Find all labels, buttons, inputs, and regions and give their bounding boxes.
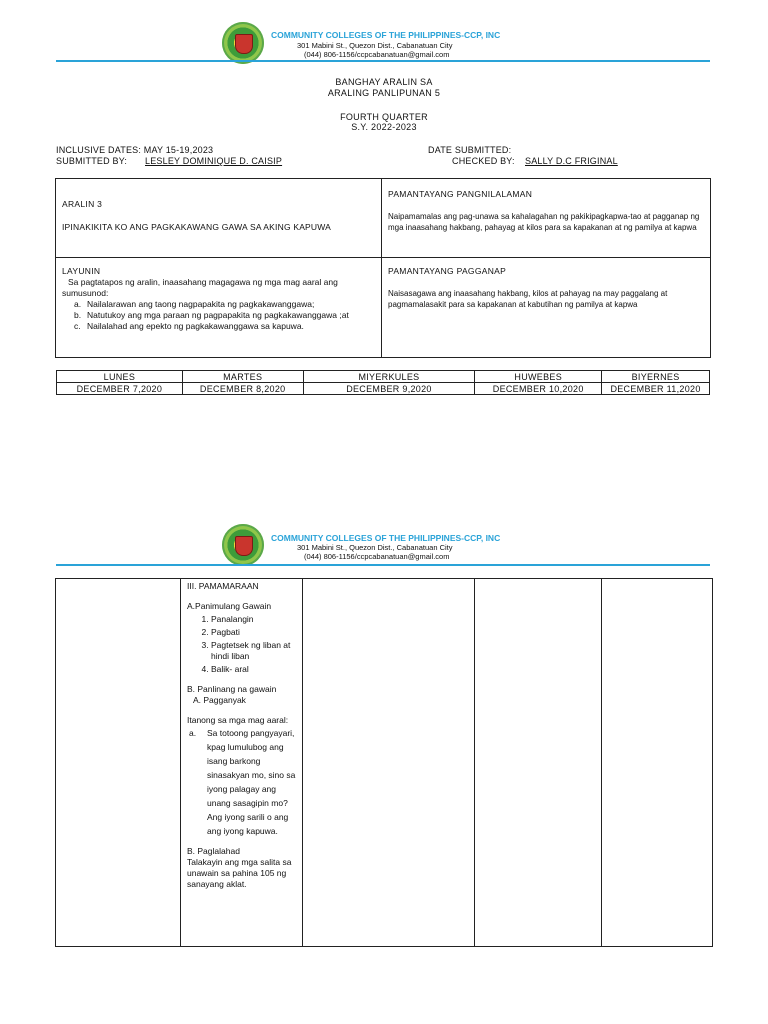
layunin-list: [74, 299, 364, 332]
day-cell: HUWEBES: [475, 371, 602, 383]
paglalahad-heading: B. Paglalahad: [187, 846, 240, 856]
panimulang-gawain-heading: A.Panimulang Gawain: [187, 601, 272, 611]
org-name: COMMUNITY COLLEGES OF THE PHILIPPINES-CCP, INC: [271, 30, 501, 40]
org-address: 301 Mabini St., Quezon Dist., Cabanatuan City: [297, 41, 453, 50]
aralin-topic: IPINAKIKITA KO ANG PAGKAKAWANG GAWA SA AKING KAPUWA: [62, 222, 332, 232]
date-cell: DECEMBER 9,2020: [303, 383, 475, 395]
day-cell: LUNES: [57, 371, 183, 383]
paglalahad-text: Talakayin ang mga salita sa unawain sa pahina 105 ng sanayang aklat.: [187, 857, 292, 889]
pangnilalaman-label: PAMANTAYANG PANGNILALAMAN: [388, 189, 533, 199]
checked-by-label: CHECKED BY:: [452, 156, 515, 166]
org-name: COMMUNITY COLLEGES OF THE PHILIPPINES-CCP, INC: [271, 533, 501, 543]
pagganyak-heading: A. Pagganyak: [193, 695, 246, 705]
pagganyak-prompt: Itanong sa mga mag aaral:: [187, 715, 289, 725]
school-logo: [222, 22, 264, 64]
day-cell: MARTES: [182, 371, 303, 383]
pagganyak-question: a. Sa totoong pangyayari, kpag lumulubog ang isang barkong sinasakyan mo, sino sa iyong palagay ang unang sasagipin mo? Ang iyong sarili o ang ang iyong kapuwa.: [189, 728, 296, 836]
header-divider: [56, 60, 710, 62]
doc-quarter: FOURTH QUARTER: [340, 112, 428, 122]
doc-title-1: BANGHAY ARALIN SA: [335, 77, 433, 87]
schedule-table: [56, 370, 710, 395]
layunin-item: c. Nailalahad ang epekto ng pagkakawanggawa sa kapuwa.: [74, 321, 304, 331]
panimulang-gawain-list: [187, 614, 299, 675]
procedure-heading: III. PAMAMARAAN: [187, 581, 259, 591]
list-item: 4. Balik- aral: [211, 664, 299, 675]
procedure-content: [187, 581, 299, 890]
panlinang-heading: B. Panlinang na gawain: [187, 684, 277, 694]
lesson-table: [55, 178, 711, 358]
header-divider: [56, 564, 710, 566]
pagganap-text: Naisasagawa ang inaasahang hakbang, kilos at pahayag na may paggalang at pagmamalasakit para sa kapakanan at kabutihan ng pamilya at kapwa: [388, 289, 668, 309]
org-contact: (044) 806-1156/ccpcabanatuan@gmail.com: [304, 50, 450, 59]
aralin-label: ARALIN 3: [62, 199, 103, 209]
layunin-item: b. Natutukoy ang mga paraan ng pagpapakita ng pagkakawanggawa ;at: [74, 310, 349, 320]
list-item: 2. Pagbati: [211, 627, 299, 638]
date-submitted: DATE SUBMITTED:: [428, 145, 512, 155]
schedule-days-row: [57, 371, 710, 383]
school-logo: [222, 524, 264, 566]
layunin-label: LAYUNIN: [62, 266, 101, 276]
pangnilalaman-text: Naipamamalas ang pag-unawa sa kahalagahan ng pakikipagkapwa-tao at pagganap ng mga inaasahang hakbang, pahayag at kilos para sa kapakanan at ng pamilya at kapwa: [388, 212, 700, 232]
day-cell: MIYERKULES: [303, 371, 475, 383]
submitted-by-label: SUBMITTED BY:: [56, 156, 128, 166]
doc-school-year: S.Y. 2022-2023: [351, 122, 417, 132]
submitted-by-name: LESLEY DOMINIQUE D. CAISIP: [145, 156, 283, 166]
checked-by-name: SALLY D.C FRIGINAL: [525, 156, 618, 166]
date-cell: DECEMBER 11,2020: [602, 383, 710, 395]
day-cell: BIYERNES: [602, 371, 710, 383]
date-cell: DECEMBER 7,2020: [57, 383, 183, 395]
page-1: [0, 0, 768, 500]
date-cell: DECEMBER 10,2020: [475, 383, 602, 395]
procedure-table: [55, 578, 713, 947]
doc-title-2: ARALING PANLIPUNAN 5: [327, 88, 441, 98]
date-cell: DECEMBER 8,2020: [182, 383, 303, 395]
org-address: 301 Mabini St., Quezon Dist., Cabanatuan City: [297, 543, 453, 552]
list-item: 1. Panalangin: [211, 614, 299, 625]
inclusive-dates: INCLUSIVE DATES: MAY 15-19,2023: [56, 145, 214, 155]
schedule-dates-row: [57, 383, 710, 395]
list-item: 3. Pagtetsek ng liban at hindi liban: [211, 640, 299, 662]
layunin-item: a. Nailalarawan ang taong nagpapakita ng pagkakawanggawa;: [74, 299, 315, 309]
pagganap-label: PAMANTAYANG PAGGANAP: [388, 266, 507, 276]
org-contact: (044) 806-1156/ccpcabanatuan@gmail.com: [304, 552, 450, 561]
layunin-intro: Sa pagtatapos ng aralin, inaasahang magagawa ng mga mag aaral ang sumusunod:: [62, 277, 338, 298]
